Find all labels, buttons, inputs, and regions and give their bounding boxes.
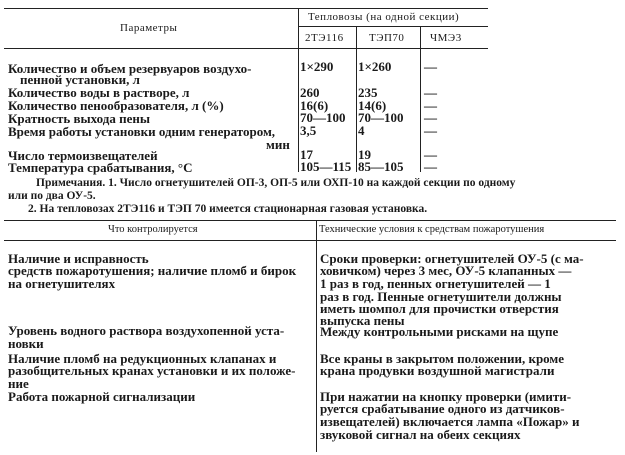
tech-cond-1-line-6: выпуска пены <box>320 313 405 328</box>
row-water-label: Количество воды в растворе, л <box>8 85 190 100</box>
row-thermodetectors-tep70: 19 <box>358 147 371 162</box>
what-controlled-header: Что контролируется <box>108 224 198 235</box>
control-item-3-line-3: ние <box>8 376 29 391</box>
tech-cond-4-line-1: При нажатии на кнопку проверки (имити- <box>320 389 572 404</box>
row-reservoirs-label-cont: пенной установки, л <box>20 72 140 87</box>
row-foam-ratio-label: Кратность выхода пены <box>8 111 151 126</box>
row-trigger-temp-2te116: 105—115 <box>300 159 352 174</box>
params-header: Параметры <box>120 22 178 34</box>
row-reservoirs-chme3: — <box>424 59 437 74</box>
tech-cond-1-line-3: 1 раз в год, пенных огнетушителей — 1 <box>320 276 551 291</box>
tech-cond-3-line-2: крана продувки воздушной магистрали <box>320 363 555 378</box>
note-line-2: или по два ОУ-5. <box>8 190 96 202</box>
control-item-4-line-1: Работа пожарной сигнализации <box>8 389 196 404</box>
control-item-1-line-2: средств пожаротушения; наличие пломб и бирок <box>8 263 297 278</box>
tech-cond-1-line-4: раз в год. Пенные огнетушители должны <box>320 289 562 304</box>
row-runtime-label: Время работы установки одним генератором, <box>8 124 276 139</box>
col-chme3-header: ЧМЭ3 <box>430 32 462 44</box>
tech-cond-1-line-2: ховичком) через 3 мес, ОУ-5 клапанных — <box>320 263 572 278</box>
row-trigger-temp-label: Температура срабатывания, °С <box>8 160 193 175</box>
table2-vrule <box>316 220 317 452</box>
table2-header-rule <box>4 240 616 241</box>
tech-cond-3-line-1: Все краны в закрытом положении, кроме <box>320 351 565 366</box>
row-water-chme3: — <box>424 85 437 100</box>
row-foam-ratio-2te116: 70—100 <box>300 110 346 125</box>
row-reservoirs-2te116: 1×290 <box>300 59 334 74</box>
tech-conditions-header: Технические условия к средствам пожаротушения <box>319 224 545 235</box>
table1-vrule-2 <box>356 26 357 172</box>
row-trigger-temp-tep70: 85—105 <box>358 159 404 174</box>
row-foam-agent-chme3: — <box>424 98 437 113</box>
row-runtime-chme3: — <box>424 123 437 138</box>
table1-vrule-3 <box>420 26 421 172</box>
row-thermodetectors-chme3: — <box>424 147 437 162</box>
tech-cond-4-line-2: руется срабатывание одного из датчиков- <box>320 401 565 416</box>
row-water-2te116: 260 <box>300 85 320 100</box>
tech-cond-2-line-1: Между контрольными рисками на щупе <box>320 324 559 339</box>
row-foam-ratio-chme3: — <box>424 110 437 125</box>
tech-cond-1-line-1: Сроки проверки: огнетушителей ОУ-5 (с ма- <box>320 251 584 266</box>
col-tep70-header: ТЭП70 <box>369 32 405 44</box>
table1-header-rule <box>4 48 488 49</box>
control-item-2-line-1: Уровень водного раствора воздухопенной уста- <box>8 323 285 338</box>
control-item-3-line-1: Наличие пломб на редукционных клапанах и <box>8 351 277 366</box>
row-foam-agent-tep70: 14(6) <box>358 98 387 113</box>
table1-vrule-1 <box>298 8 299 172</box>
tech-cond-4-line-3: извещателей) включается лампа «Пожар» и <box>320 414 580 429</box>
row-reservoirs-label: Количество и объем резервуаров воздухо- <box>8 61 252 76</box>
table1-top-rule <box>4 8 488 9</box>
control-item-1-line-1: Наличие и исправность <box>8 251 149 266</box>
note-line-3: 2. На тепловозах 2ТЭ116 и ТЭП 70 имеется стационарная газовая установка. <box>28 203 428 215</box>
row-runtime-tep70: 4 <box>358 123 365 138</box>
tech-cond-1-line-5: иметь шомпол для прочистки отверстия <box>320 301 559 316</box>
col-2te116-header: 2ТЭ116 <box>305 32 344 44</box>
locomotives-header: Тепловозы (на одной секции) <box>308 11 460 23</box>
row-thermodetectors-label: Число термоизвещателей <box>8 148 158 163</box>
control-item-2-line-2: новки <box>8 336 44 351</box>
table1-subheader-rule <box>298 26 488 27</box>
control-item-1-line-3: на огнетушителях <box>8 276 116 291</box>
row-water-tep70: 235 <box>358 85 378 100</box>
tech-cond-4-line-4: звуковой сигнал на обеих секциях <box>320 427 521 442</box>
table2-top-rule <box>4 220 616 221</box>
note-line-1: Примечания. 1. Число огнетушителей ОП-3, ОП-5 или ОХП-10 на каждой секции по одному <box>36 177 516 189</box>
row-thermodetectors-2te116: 17 <box>300 147 313 162</box>
row-runtime-2te116: 3,5 <box>300 123 317 138</box>
row-foam-ratio-tep70: 70—100 <box>358 110 404 125</box>
row-reservoirs-tep70: 1×260 <box>358 59 392 74</box>
row-foam-agent-2te116: 16(6) <box>300 98 329 113</box>
row-foam-agent-label: Количество пенообразователя, л (%) <box>8 98 224 113</box>
row-runtime-label-cont: мин <box>266 137 290 152</box>
row-trigger-temp-chme3: — <box>424 159 437 174</box>
control-item-3-line-2: разобщительных кранах установки и их положе- <box>8 363 296 378</box>
